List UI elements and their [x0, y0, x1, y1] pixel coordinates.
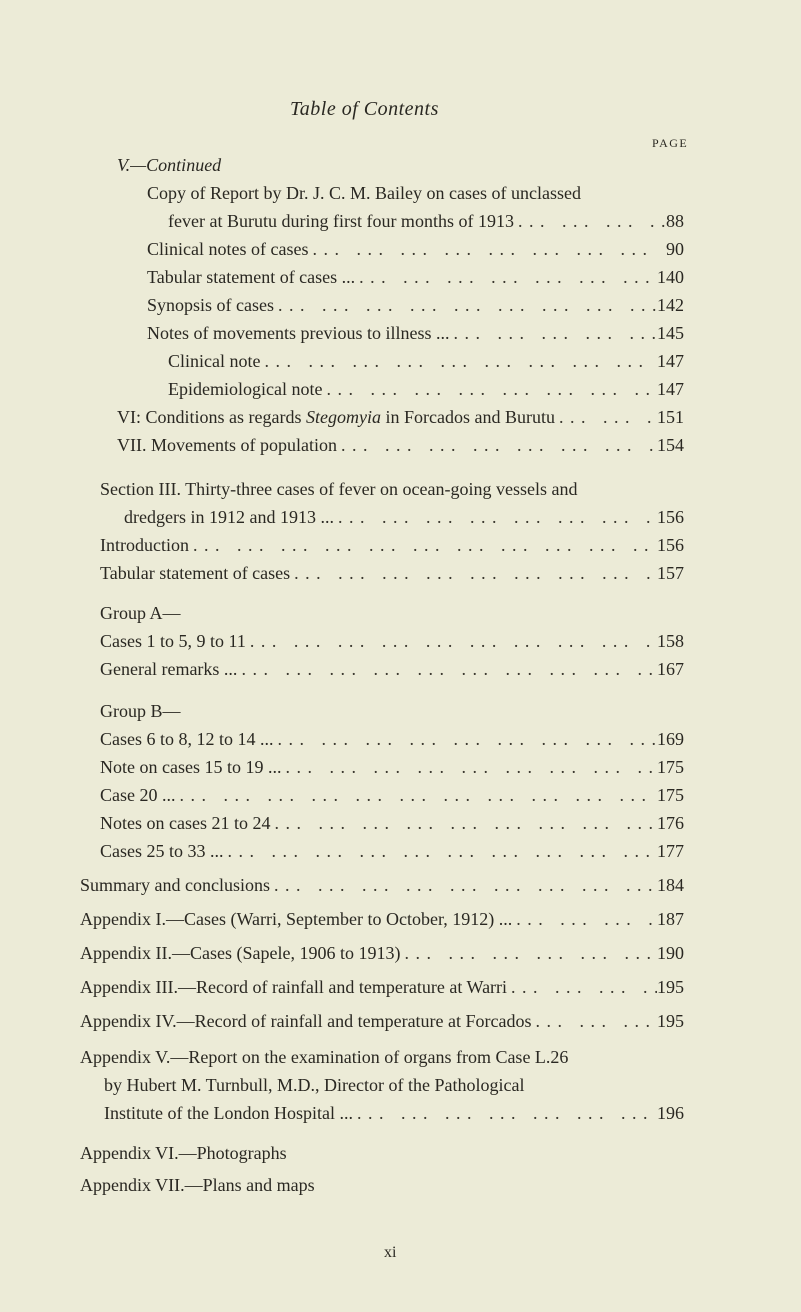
toc-entry-title: Notes of movements previous to illness ...: [147, 323, 450, 343]
section-iii-heading: Section III. Thirty-three cases of fever on ocean-going vessels and: [100, 479, 578, 499]
appendix-v-line2: by Hubert M. Turnbull, M.D., Director of the Pathological: [104, 1075, 525, 1095]
dot-leader: [308, 236, 663, 262]
toc-entry: [100, 656, 684, 682]
page-column-label: PAGE: [652, 136, 689, 150]
toc-entry-title: VII. Movements of population: [117, 435, 337, 455]
toc-entry-appendix: [80, 940, 684, 966]
toc-entry-title: dredgers in 1912 and 1913 ...: [124, 507, 334, 527]
dot-leader: [270, 810, 657, 836]
toc-entry-page: 195: [657, 977, 684, 997]
toc-entry-title: VI: Conditions as regards Stegomyia in Forcados and Burutu: [117, 407, 555, 427]
toc-entry-title: Appendix II.—Cases (Sapele, 1906 to 1913): [80, 943, 401, 963]
dot-leader: [355, 264, 657, 290]
toc-entry-title: Clinical notes of cases: [147, 239, 309, 259]
dot-leader: [274, 292, 657, 318]
dot-leader: [449, 320, 657, 346]
toc-entry-appendix: [104, 1100, 684, 1126]
toc-entry-page: 88: [666, 211, 684, 231]
toc-entry: [80, 872, 684, 898]
toc-entry: [147, 320, 684, 346]
toc-entry-page: 90: [666, 239, 684, 259]
toc-entry-title: Appendix I.—Cases (Warri, September to October, 1912) ...: [80, 909, 513, 929]
toc-entry-page: 156: [657, 535, 684, 555]
toc-entry-title: General remarks ...: [100, 659, 238, 679]
dot-leader: [274, 726, 658, 752]
toc-entry-page: 167: [657, 659, 684, 679]
toc-entry-page: 151: [657, 407, 684, 427]
toc-entry: [100, 810, 684, 836]
toc-entry: [100, 628, 684, 654]
dot-leader: [334, 504, 657, 530]
appendix-vii: Appendix VII.—Plans and maps: [80, 1175, 315, 1195]
toc-entry-section-vii: [117, 432, 684, 458]
toc-entry: [168, 208, 684, 234]
toc-entry: [100, 560, 684, 586]
toc-entry-appendix: [80, 906, 684, 932]
toc-entry-title: Appendix IV.—Record of rainfall and temperature at Forcados: [80, 1011, 532, 1031]
toc-entry-title: Clinical note: [168, 351, 261, 371]
toc-entry-title: Notes on cases 21 to 24: [100, 813, 271, 833]
dot-leader: [237, 656, 657, 682]
toc-entry: [168, 376, 684, 402]
toc-entry-page: 147: [657, 379, 684, 399]
dot-leader: [290, 560, 657, 586]
toc-entry-title: Synopsis of cases: [147, 295, 274, 315]
toc-entry-title: Cases 25 to 33 ...: [100, 841, 224, 861]
dot-leader: [189, 532, 656, 558]
toc-entry-page: 156: [657, 507, 684, 527]
toc-entry-page: 195: [657, 1011, 684, 1031]
dot-leader: [400, 940, 657, 966]
toc-entry-title: Tabular statement of cases ...: [147, 267, 356, 287]
toc-entry-section-vi: [117, 404, 684, 430]
toc-entry-title: Introduction: [100, 535, 189, 555]
toc-entry: [100, 754, 684, 780]
dot-leader: [353, 1100, 657, 1126]
running-title: Table of Contents: [290, 98, 439, 120]
toc-entry-page: 142: [657, 295, 684, 315]
toc-entry-page: 176: [657, 813, 684, 833]
toc-entry-title: Case 20 ...: [100, 785, 176, 805]
toc-entry-title: Cases 6 to 8, 12 to 14 ...: [100, 729, 274, 749]
dot-leader: [507, 974, 657, 1000]
appendix-vi: Appendix VI.—Photographs: [80, 1143, 287, 1163]
toc-entry: [100, 838, 684, 864]
dot-leader: [260, 348, 657, 374]
dot-leader: [512, 906, 657, 932]
toc-entry-appendix: [80, 1008, 684, 1034]
toc-entry-appendix: [80, 974, 684, 1000]
dot-leader: [246, 628, 657, 654]
toc-entry-page: 169: [657, 729, 684, 749]
toc-entry: [100, 726, 684, 752]
toc-entry: [100, 782, 684, 808]
section-v-heading: V.—Continued: [117, 155, 222, 175]
toc-entry-page: 145: [657, 323, 684, 343]
toc-entry-title: Epidemiological note: [168, 379, 323, 399]
toc-entry: [168, 348, 684, 374]
toc-entry-title: Note on cases 15 to 19 ...: [100, 757, 282, 777]
toc-entry-page: 154: [657, 435, 684, 455]
dot-leader: [514, 208, 666, 234]
toc-entry-page: 177: [657, 841, 684, 861]
toc-entry-title: Institute of the London Hospital ...: [104, 1103, 353, 1123]
toc-entry: [147, 236, 684, 262]
toc-entry-title: fever at Burutu during first four months of 1913: [168, 211, 514, 231]
toc-entry-page: 196: [657, 1103, 684, 1123]
toc-entry-page: 147: [657, 351, 684, 371]
dot-leader: [337, 432, 657, 458]
toc-entry-page: 157: [657, 563, 684, 583]
toc-entry: [147, 264, 684, 290]
toc-entry: [124, 504, 684, 530]
toc-entry-page: 184: [657, 875, 684, 895]
appendix-v-line1: Appendix V.—Report on the examination of organs from Case L.26: [80, 1047, 569, 1067]
group-b-heading: Group B—: [100, 701, 181, 721]
dot-leader: [555, 404, 657, 430]
toc-entry-page: 175: [657, 757, 684, 777]
group-a-heading: Group A—: [100, 603, 181, 623]
page-folio: xi: [384, 1244, 397, 1261]
toc-entry: [147, 292, 684, 318]
toc-entry-page: 190: [657, 943, 684, 963]
dot-leader: [270, 872, 657, 898]
section-v-entry-line1: Copy of Report by Dr. J. C. M. Bailey on cases of unclassed: [147, 183, 581, 203]
dot-leader: [532, 1008, 657, 1034]
toc-entry-page: 140: [657, 267, 684, 287]
dot-leader: [176, 782, 656, 808]
toc-entry-page: 175: [657, 785, 684, 805]
toc-entry-page: 158: [657, 631, 684, 651]
toc-entry: [100, 532, 684, 558]
dot-leader: [281, 754, 657, 780]
toc-entry-title: Tabular statement of cases: [100, 563, 291, 583]
toc-entry-page: 187: [657, 909, 684, 929]
toc-entry-title: Summary and conclusions: [80, 875, 270, 895]
toc-entry-title: Appendix III.—Record of rainfall and temperature at Warri: [80, 977, 508, 997]
toc-entry-title: Cases 1 to 5, 9 to 11: [100, 631, 246, 651]
dot-leader: [322, 376, 657, 402]
dot-leader: [224, 838, 658, 864]
